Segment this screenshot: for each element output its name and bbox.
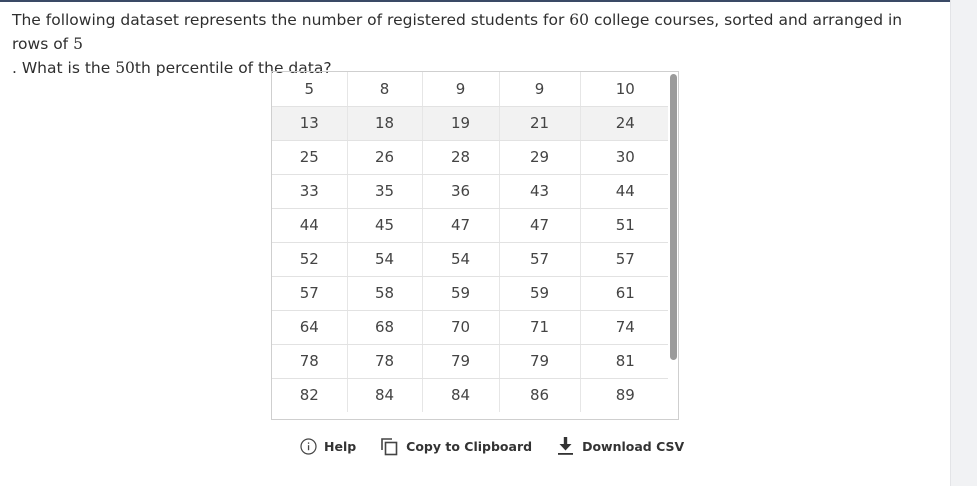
copy-icon <box>380 437 399 456</box>
table-cell: 5 <box>272 72 347 106</box>
question-part3: . What is the <box>12 59 116 77</box>
table-cell: 9 <box>422 72 499 106</box>
help-label: Help <box>324 438 357 454</box>
data-table-container[interactable] <box>271 71 679 420</box>
table-row <box>272 242 670 276</box>
table-cell: 19 <box>422 106 499 140</box>
table-cell: 71 <box>499 310 580 344</box>
table-cell: 81 <box>580 344 670 378</box>
table-cell: 84 <box>347 378 422 412</box>
table-row <box>272 344 670 378</box>
table-cell: 52 <box>272 242 347 276</box>
table-cell: 54 <box>347 242 422 276</box>
question-part4: th percentile of the data? <box>134 59 332 77</box>
table-cell: 21 <box>499 106 580 140</box>
table-cell: 35 <box>347 174 422 208</box>
table-cell: 89 <box>615 386 635 405</box>
table-cell: 13 <box>272 106 347 140</box>
right-sidebar <box>950 0 977 486</box>
table-cell: 82 <box>272 378 347 412</box>
rows-of-value: 5 <box>73 35 83 53</box>
scrollbar-thumb[interactable] <box>670 74 677 360</box>
table-cell: 28 <box>422 140 499 174</box>
table-cell: 74 <box>580 310 670 344</box>
table-row <box>272 106 670 140</box>
table-row <box>272 208 670 242</box>
table-cell: 78 <box>272 344 347 378</box>
table-cell: 57 <box>580 242 670 276</box>
table-cell: 54 <box>422 242 499 276</box>
table-cell: 84 <box>422 378 499 412</box>
table-cell: 68 <box>347 310 422 344</box>
table-cell: 47 <box>422 208 499 242</box>
table-cell: 47 <box>499 208 580 242</box>
table-cell: 59 <box>422 276 499 310</box>
table-cell: 79 <box>499 344 580 378</box>
table-cell: 59 <box>499 276 580 310</box>
table-cell: 57 <box>272 276 347 310</box>
table-cell: 30 <box>580 140 670 174</box>
table-toolbar <box>300 436 684 456</box>
table-cell: 61 <box>580 276 670 310</box>
table-cell: 9 <box>499 72 580 106</box>
table-cell: 29 <box>499 140 580 174</box>
table-cell: 51 <box>580 208 670 242</box>
data-table <box>272 72 670 412</box>
table-cell: 10 <box>580 72 670 106</box>
table-row <box>272 310 670 344</box>
table-cell: 44 <box>580 174 670 208</box>
table-cell: 57 <box>499 242 580 276</box>
info-icon <box>300 438 317 455</box>
table-cell: 45 <box>347 208 422 242</box>
table-row <box>272 174 670 208</box>
table-cell: 33 <box>272 174 347 208</box>
table-cell: 78 <box>347 344 422 378</box>
table-cell: 26 <box>347 140 422 174</box>
table-cell: 24 <box>580 106 670 140</box>
download-label: Download CSV <box>582 438 685 454</box>
table-cell: 86 <box>499 378 580 412</box>
question-part1: The following dataset represents the number of registered students for <box>12 11 570 29</box>
table-cell: 79 <box>422 344 499 378</box>
question-part2: college courses, sorted and arranged in rows of <box>12 11 903 53</box>
table-cell: 18 <box>347 106 422 140</box>
percentile-value: 50 <box>115 59 135 77</box>
table-cell: 8 <box>347 72 422 106</box>
table-row <box>272 72 670 106</box>
help-button[interactable] <box>300 438 356 455</box>
table-cell: 43 <box>499 174 580 208</box>
copy-label: Copy to Clipboard <box>406 438 533 454</box>
table-cell: 25 <box>272 140 347 174</box>
course-count: 60 <box>569 11 590 29</box>
table-cell: 58 <box>347 276 422 310</box>
table-cell: 36 <box>422 174 499 208</box>
table-row <box>272 378 670 412</box>
table-row <box>272 276 670 310</box>
download-csv-button[interactable] <box>556 436 684 456</box>
table-cell: 70 <box>422 310 499 344</box>
table-row <box>272 140 670 174</box>
top-border <box>0 0 977 2</box>
table-cell: 64 <box>272 310 347 344</box>
question-text <box>12 8 942 80</box>
copy-to-clipboard-button[interactable] <box>380 437 532 456</box>
table-cell: 44 <box>272 208 347 242</box>
download-icon <box>556 436 575 456</box>
scrollbar-track[interactable] <box>668 72 678 419</box>
